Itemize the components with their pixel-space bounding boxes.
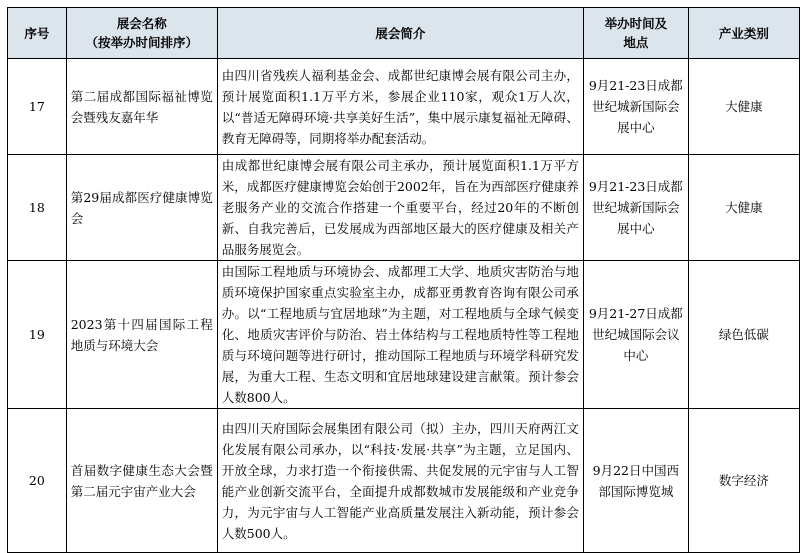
- expo-time-location: 9月21-23日成都世纪城新国际会展中心: [583, 155, 688, 261]
- header-time: 举办时间及地点: [583, 8, 688, 59]
- expo-description: 由成都世纪康博会展有限公司主承办，预计展览面积1.1万平方米，成都医疗健康博览会始创于2002年，旨在为西部医疗健康养老服务产业的交流合作搭建一个重要平台，经过20年的不断创新、自我完善后，已发展成为西部地区最大的医疗健康及相关产品服务展览会。: [217, 155, 583, 261]
- expo-category: 绿色低碳: [688, 261, 799, 409]
- table-row: [8, 59, 800, 155]
- header-row: [8, 8, 800, 59]
- expo-name: 第29届成都医疗健康博览会: [66, 155, 217, 261]
- expo-description: 由四川省残疾人福利基金会、成都世纪康博会展有限公司主办，预计展览面积1.1万平方米，参展企业110家，观众1万人次，以“普适无障碍环境·共享美好生活”，集中展示康复福祉无障碍、教育无障碍等，同期将举办配套活动。: [217, 59, 583, 155]
- row-number: 18: [8, 155, 67, 261]
- header-desc: 展会简介: [217, 8, 583, 59]
- expo-name: 2023第十四届国际工程地质与环境大会: [66, 261, 217, 409]
- expo-time-location: 9月21-27日成都世纪城国际会议中心: [583, 261, 688, 409]
- row-number: 19: [8, 261, 67, 409]
- expo-category: 大健康: [688, 59, 799, 155]
- header-name-title: 展会名称: [116, 16, 167, 31]
- expo-time-location: 9月22日中国西部国际博览城: [583, 409, 688, 553]
- expo-name: 首届数字健康生态大会暨第二届元宇宙产业大会: [66, 409, 217, 553]
- table-row: [8, 261, 800, 409]
- header-name-sub: （按举办时间排序）: [85, 35, 199, 50]
- expo-description: 由国际工程地质与环境协会、成都理工大学、地质灾害防治与地质环境保护国家重点实验室主办，成都亚勇教育咨询有限公司承办。以“工程地质与宜居地球”为主题，对工程地质与全球气候变化、地质灾害评价与防治、岩土体结构与工程地质特性等工程地质与环境问题等进行研讨，推动国际工程地质与环境学科研究发展，为重大工程、生态文明和宜居地球建设建言献策。预计参会人数800人。: [217, 261, 583, 409]
- row-number: 20: [8, 409, 67, 553]
- expo-time-location: 9月21-23日成都世纪城新国际会展中心: [583, 59, 688, 155]
- header-name: [66, 8, 217, 59]
- expo-category: 大健康: [688, 155, 799, 261]
- table-row: [8, 155, 800, 261]
- expo-table: [7, 7, 800, 553]
- expo-description: 由四川天府国际会展集团有限公司（拟）主办，四川天府两江文化发展有限公司承办，以“科技·发展·共享”为主题，立足国内、开放全球，力求打造一个衔接供需、共促发展的元宇宙与人工智能产业创新交流平台，全面提升成都数城市发展能级和产业竞争力，为元宇宙与人工智能产业高质量发展注入新动能，预计参会人数500人。: [217, 409, 583, 553]
- expo-name: 第二届成都国际福祉博览会暨残友嘉年华: [66, 59, 217, 155]
- header-category: 产业类别: [688, 8, 799, 59]
- header-no: 序号: [8, 8, 67, 59]
- expo-category: 数字经济: [688, 409, 799, 553]
- row-number: 17: [8, 59, 67, 155]
- table-row: [8, 409, 800, 553]
